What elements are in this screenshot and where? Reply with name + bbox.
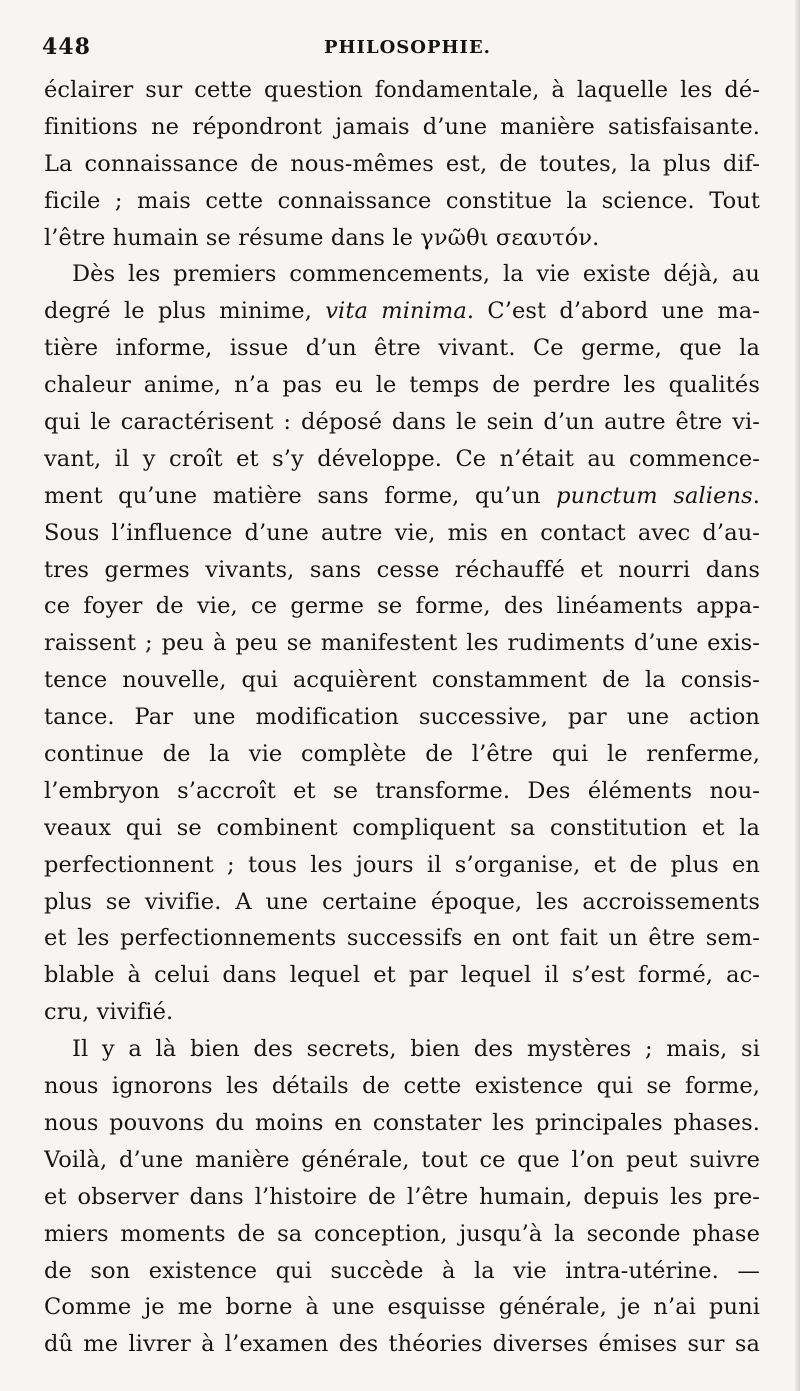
text-line: tière informe, issue d’un être vivant. Ce germe, que la <box>44 335 760 362</box>
text-line: tence nouvelle, qui acquièrent constamment de la consis- <box>44 667 760 694</box>
text-line: dû me livrer à l’examen des théories diverses émises sur sa <box>44 1331 760 1358</box>
text-line: La connaissance de nous-mêmes est, de toutes, la plus dif- <box>44 150 760 177</box>
text-line: éclairer sur cette question fondamentale, à laquelle les dé- <box>44 77 760 103</box>
text-line: nous ignorons les détails de cette existence qui se forme, <box>44 1073 760 1100</box>
text-line: tance. Par une modification successive, par une action <box>44 704 760 731</box>
text-line: nous pouvons du moins en constater les principales phases. <box>44 1109 760 1136</box>
text-line: veaux qui se combinent compliquent sa constitution et la <box>44 814 760 841</box>
text-line: Dès les premiers commencements, la vie existe déjà, au <box>72 261 760 288</box>
text-line: raissent ; peu à peu se manifestent les rudiments d’une exis- <box>44 630 760 657</box>
text-line: finitions ne répondront jamais d’une manière satisfaisante. <box>44 113 760 140</box>
text-line: vant, il y croît et s’y développe. Ce n’était au commence- <box>44 445 760 472</box>
text-line: cru, vivifié. <box>44 999 174 1026</box>
text-line: Il y a là bien des secrets, bien des mystères ; mais, si <box>72 1036 760 1063</box>
text-line: et les perfectionnements successifs en ont fait un être sem- <box>44 925 760 952</box>
text-line: de son existence qui succède à la vie intra-utérine. — <box>44 1257 760 1284</box>
text-line: ficile ; mais cette connaissance constitue la science. Tout <box>44 187 760 214</box>
text-line: ce foyer de vie, ce germe se forme, des linéaments appa- <box>44 593 760 620</box>
text-line: miers moments de sa conception, jusqu’à la seconde phase <box>44 1220 760 1247</box>
text-line: perfectionnent ; tous les jours il s’organise, et de plus en <box>44 851 760 878</box>
text-line: qui le caractérisent : déposé dans le sein d’un autre être vi- <box>44 409 760 436</box>
page-number: 448 <box>42 34 91 60</box>
running-head: PHILOSOPHIE. <box>324 37 491 58</box>
text-line: blable à celui dans lequel et par lequel il s’est formé, ac- <box>44 962 760 989</box>
text-line: plus se vivifie. A une certaine époque, les accroissements <box>44 888 760 915</box>
text-line: Sous l’influence d’une autre vie, mis en contact avec d’au- <box>44 519 760 546</box>
text-line: continue de la vie complète de l’être qui le renferme, <box>44 741 760 768</box>
text-line: chaleur anime, n’a pas eu le temps de perdre les qualités <box>44 372 760 399</box>
text-line: Comme je me borne à une esquisse générale, je n’ai puni <box>44 1294 760 1321</box>
text-line: et observer dans l’histoire de l’être humain, depuis les pre- <box>44 1183 760 1210</box>
text-line: tres germes vivants, sans cesse réchauffé et nourri dans <box>44 556 760 583</box>
page-header <box>42 34 758 62</box>
text-line: l’embryon s’accroît et se transforme. Des éléments nou- <box>44 777 760 804</box>
page-edge-shadow <box>794 0 800 1391</box>
body-text <box>44 72 760 1363</box>
text-line: l’être humain se résume dans le γνῶθι σεαυτόν. <box>44 224 600 251</box>
text-line: ment qu’une matière sans forme, qu’un punctum saliens. <box>44 482 760 509</box>
text-line: degré le plus minime, vita minima. C’est d’abord une ma- <box>44 298 760 325</box>
text-line: Voilà, d’une manière générale, tout ce que l’on peut suivre <box>44 1146 760 1173</box>
